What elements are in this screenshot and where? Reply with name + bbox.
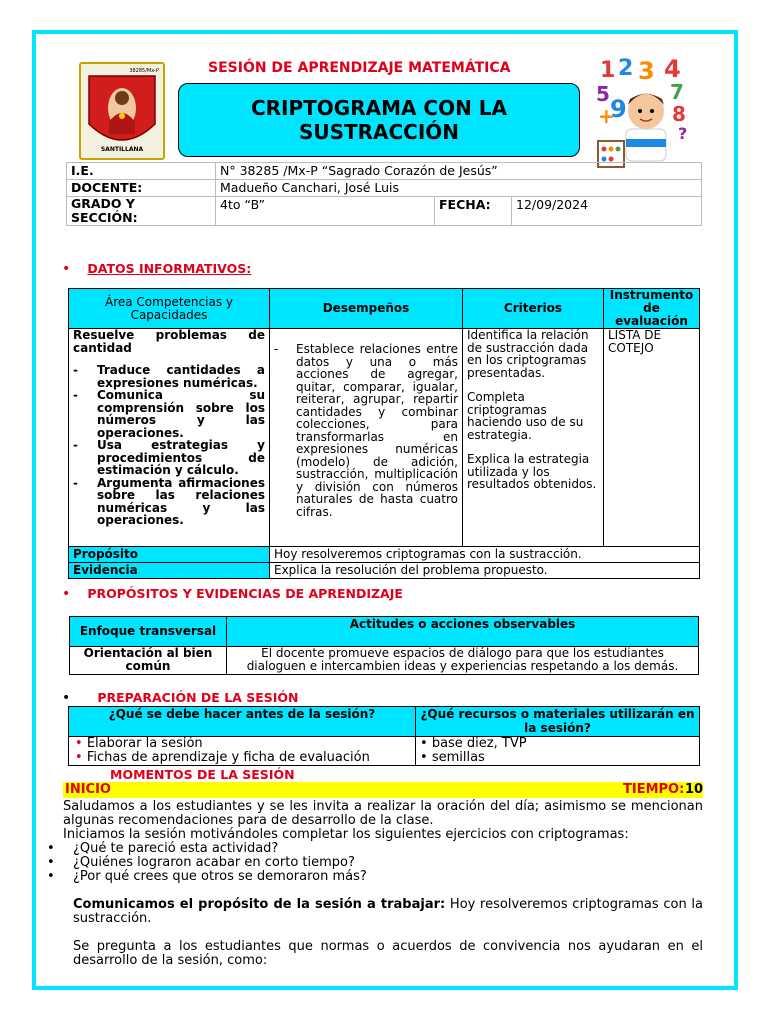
round-bullet-icon: •: [62, 261, 71, 277]
ie-label: I.E.: [67, 163, 216, 180]
col-antes-header: ¿Qué se debe hacer antes de la sesión?: [69, 707, 416, 737]
datos-heading: • DATOS INFORMATIVOS:: [62, 261, 252, 277]
preparacion-heading: • PREPARACIÓN DE LA SESIÓN: [62, 690, 299, 706]
preparacion-table: [68, 706, 700, 766]
competencia-text: Resuelve problemas de cantidad: [73, 328, 265, 355]
boy-with-numbers-icon: [592, 55, 698, 173]
question-item: [47, 856, 703, 870]
capacidad-text: Comunica su comprensión sobre los números y las operaciones.: [97, 388, 265, 440]
recurso-text: semillas: [431, 750, 485, 765]
logo-town: SANTILLANA: [100, 146, 144, 153]
instrumento-value: LISTA DE COTEJO: [604, 329, 700, 547]
inicio-bar: [63, 782, 703, 798]
proposito-label: Propósito: [69, 547, 270, 563]
school-crest-icon: [79, 62, 165, 160]
dash-marker: -: [73, 363, 78, 377]
actitud-value: El docente promueve espacios de diálogo para que los estudiantes dialoguen e intercambien ideas y experiencias respetando a los demás.: [227, 647, 699, 675]
purpose-paragraph: Comunicamos el propósito de la sesión a trabajar: Hoy resolveremos criptogramas con la sustracción.: [73, 897, 703, 926]
logo-code: 38285/Mx-P: [129, 68, 159, 74]
criterios-list: [467, 329, 599, 491]
svg-text:4: 4: [664, 55, 681, 83]
antes-text: Elaborar la sesión: [86, 736, 203, 751]
criterios-cell: [463, 329, 604, 547]
criterio-item: Identifica la relación de sustracción dada en los criptogramas presentadas.: [467, 328, 589, 380]
criterio-item: Completa criptogramas haciendo uso de su estrategia.: [467, 390, 584, 442]
recurso-text: base diez, TVP: [431, 736, 527, 751]
capacidad-item: [73, 439, 265, 477]
competencias-table: [68, 288, 700, 579]
svg-text:5: 5: [596, 82, 610, 106]
capacidades-list: [73, 364, 265, 527]
capacidad-text: Usa estrategias y procedimientos de estimación y cálculo.: [97, 438, 265, 477]
dash-marker: -: [73, 438, 78, 452]
inicio-paragraph-1: Saludamos a los estudiantes y se les invita a realizar la oración del día; asimismo se mencionan algunas recomendaciones para de desarrollo de la clase.: [63, 799, 703, 828]
round-bullet-icon: •: [47, 869, 55, 884]
desempeno-cell: - Establece relaciones entre datos y una o más acciones de agregar, quitar, comparar, igualar, reiterar, agrupar, repartir cantidades y combinar colecciones, para transformarlas en expresiones numéricas (modelo) de adición, sustracción, multiplicación y división con números naturales de hasta cuatro cifras.: [270, 329, 463, 547]
antes-list: [69, 737, 416, 766]
round-bullet-icon: •: [62, 690, 71, 706]
col-recursos-header: ¿Qué recursos o materiales utilizarán en la sesión?: [416, 707, 700, 737]
round-bullet-icon: •: [47, 841, 55, 856]
round-bullet-icon: •: [75, 736, 87, 751]
antes-text: Fichas de aprendizaje y ficha de evaluación: [86, 750, 370, 765]
inicio-paragraph-3: Se pregunta a los estudiantes que normas o acuerdos de convivencia nos ayudaran en el desarrollo de la sesión, como:: [73, 939, 703, 968]
svg-text:3: 3: [638, 57, 655, 85]
momentos-heading: MOMENTOS DE LA SESIÓN: [110, 767, 295, 782]
svg-text:8: 8: [672, 102, 686, 126]
desempeno-text: Establece relaciones entre datos y una o más acciones de agregar, quitar, comparar, igualar, reiterar, agrupar, repartir cantidades y combinar colecciones, para transformarlas en expresiones numéricas (modelo) de adición, sustracción, multiplicación y división con números naturales de hasta cuatro cifras.: [296, 342, 458, 519]
col-instrumento-header: Instrumento de evaluación: [604, 289, 700, 329]
svg-text:?: ?: [678, 124, 688, 143]
round-bullet-icon: •: [420, 736, 432, 751]
session-title: SESIÓN DE APRENDIZAJE MATEMÁTICA: [208, 60, 511, 76]
criterio-item: Explica la estrategia utilizada y los resultados obtenidos.: [467, 452, 597, 491]
grado-value: 4to “B”: [216, 197, 435, 226]
docente-value: Madueño Canchari, José Luis: [216, 180, 702, 197]
competencia-cell: [69, 329, 270, 547]
main-title-line2: SUSTRACCIÓN: [298, 120, 460, 144]
momentos-body: [47, 799, 703, 968]
question-text: ¿Quiénes lograron acabar en corto tiempo?: [73, 855, 355, 870]
svg-text:+: +: [598, 104, 615, 128]
recursos-list: [416, 737, 700, 766]
inicio-label: INICIO: [65, 782, 111, 797]
round-bullet-icon: •: [62, 586, 71, 602]
antes-item: [75, 751, 411, 765]
tiempo-label: TIEMPO:: [623, 782, 685, 797]
round-bullet-icon: •: [75, 750, 87, 765]
capacidad-item: [73, 364, 265, 389]
svg-text:2: 2: [618, 56, 634, 81]
main-title-line1: CRIPTOGRAMA CON LA: [250, 96, 508, 120]
docente-label: DOCENTE:: [67, 180, 216, 197]
col-criterios-header: Criterios: [463, 289, 604, 329]
dash-marker: -: [73, 475, 78, 490]
capacidad-item: [73, 389, 265, 439]
round-bullet-icon: •: [420, 750, 432, 765]
fecha-label: FECHA:: [435, 197, 512, 226]
col-enfoque-header: Enfoque transversal: [70, 617, 227, 647]
evidencia-value: Explica la resolución del problema propuesto.: [270, 563, 700, 579]
proposito-value: Hoy resolveremos criptogramas con la sustracción.: [270, 547, 700, 563]
col-area-header: Área Competencias y Capacidades: [69, 289, 270, 329]
col-actitudes-header: Actitudes o acciones observables: [227, 617, 699, 647]
capacidad-item: [73, 477, 265, 527]
recurso-item: [420, 737, 695, 751]
round-bullet-icon: •: [47, 855, 55, 870]
antes-item: [75, 737, 411, 751]
fecha-value: 12/09/2024: [512, 197, 702, 226]
svg-text:9: 9: [610, 95, 627, 123]
tiempo-value: 10: [685, 782, 704, 797]
question-item: [47, 842, 703, 856]
capacidad-text: Traduce cantidades a expresiones numéricas.: [97, 363, 265, 390]
questions-list: [47, 842, 703, 884]
info-table: [66, 162, 702, 226]
main-title-box: [178, 83, 580, 157]
evidencia-label: Evidencia: [69, 563, 270, 579]
enfoque-table: [69, 616, 699, 675]
propositos-heading: • PROPÓSITOS Y EVIDENCIAS DE APRENDIZAJE: [62, 586, 403, 602]
enfoque-value: Orientación al bien común: [70, 647, 227, 675]
inicio-paragraph-2: Iniciamos la sesión motivándoles completar los siguientes ejercicios con criptogramas:: [63, 827, 629, 842]
svg-text:1: 1: [600, 58, 616, 83]
question-text: ¿Qué te pareció esta actividad?: [73, 841, 279, 856]
grado-label: GRADO Y SECCIÓN:: [67, 197, 216, 226]
recurso-item: [420, 751, 695, 765]
question-text: ¿Por qué crees que otros se demoraron más?: [73, 869, 367, 884]
question-item: [47, 870, 703, 884]
dash-marker: -: [73, 388, 78, 402]
col-desempenos-header: Desempeños: [270, 289, 463, 329]
capacidad-text: Argumenta afirmaciones sobre las relaciones numéricas y las operaciones.: [97, 475, 265, 527]
svg-text:7: 7: [670, 80, 684, 104]
ie-value: N° 38285 /Mx-P “Sagrado Corazón de Jesús”: [216, 163, 702, 180]
